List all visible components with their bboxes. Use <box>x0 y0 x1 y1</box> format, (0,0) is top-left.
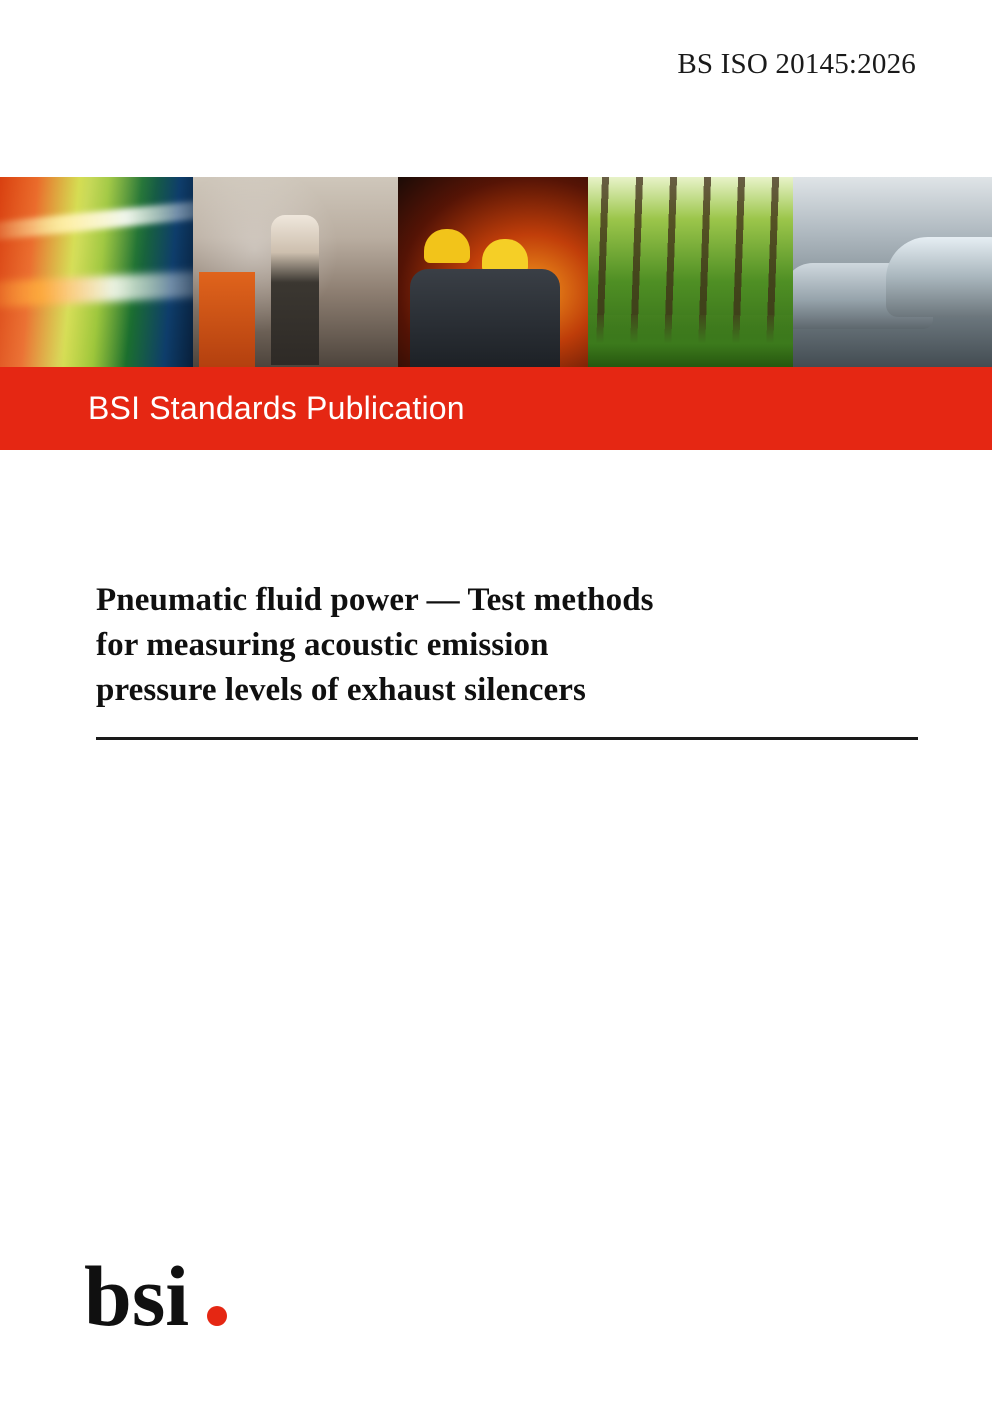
standard-number: BS ISO 20145:2026 <box>677 48 916 80</box>
title-divider <box>96 737 918 740</box>
bsi-logo <box>84 1253 244 1343</box>
title-line-2: for measuring acoustic emission <box>96 627 549 663</box>
warehouse-worker-photo <box>193 177 398 367</box>
light-trails-photo <box>0 177 193 367</box>
svg-text:bsi: bsi <box>84 1253 190 1343</box>
title-line-1: Pneumatic fluid power — Test methods <box>96 582 654 618</box>
banner-label: BSI Standards Publication <box>88 390 465 426</box>
title-line-3: pressure levels of exhaust silencers <box>96 672 586 708</box>
firefighters-photo <box>398 177 588 367</box>
title-block <box>96 578 916 740</box>
car-production-line-photo <box>793 177 992 367</box>
page-title <box>96 578 916 713</box>
cover-photo-strip <box>0 177 992 367</box>
forest-photo <box>588 177 793 367</box>
standards-publication-banner <box>0 367 992 450</box>
